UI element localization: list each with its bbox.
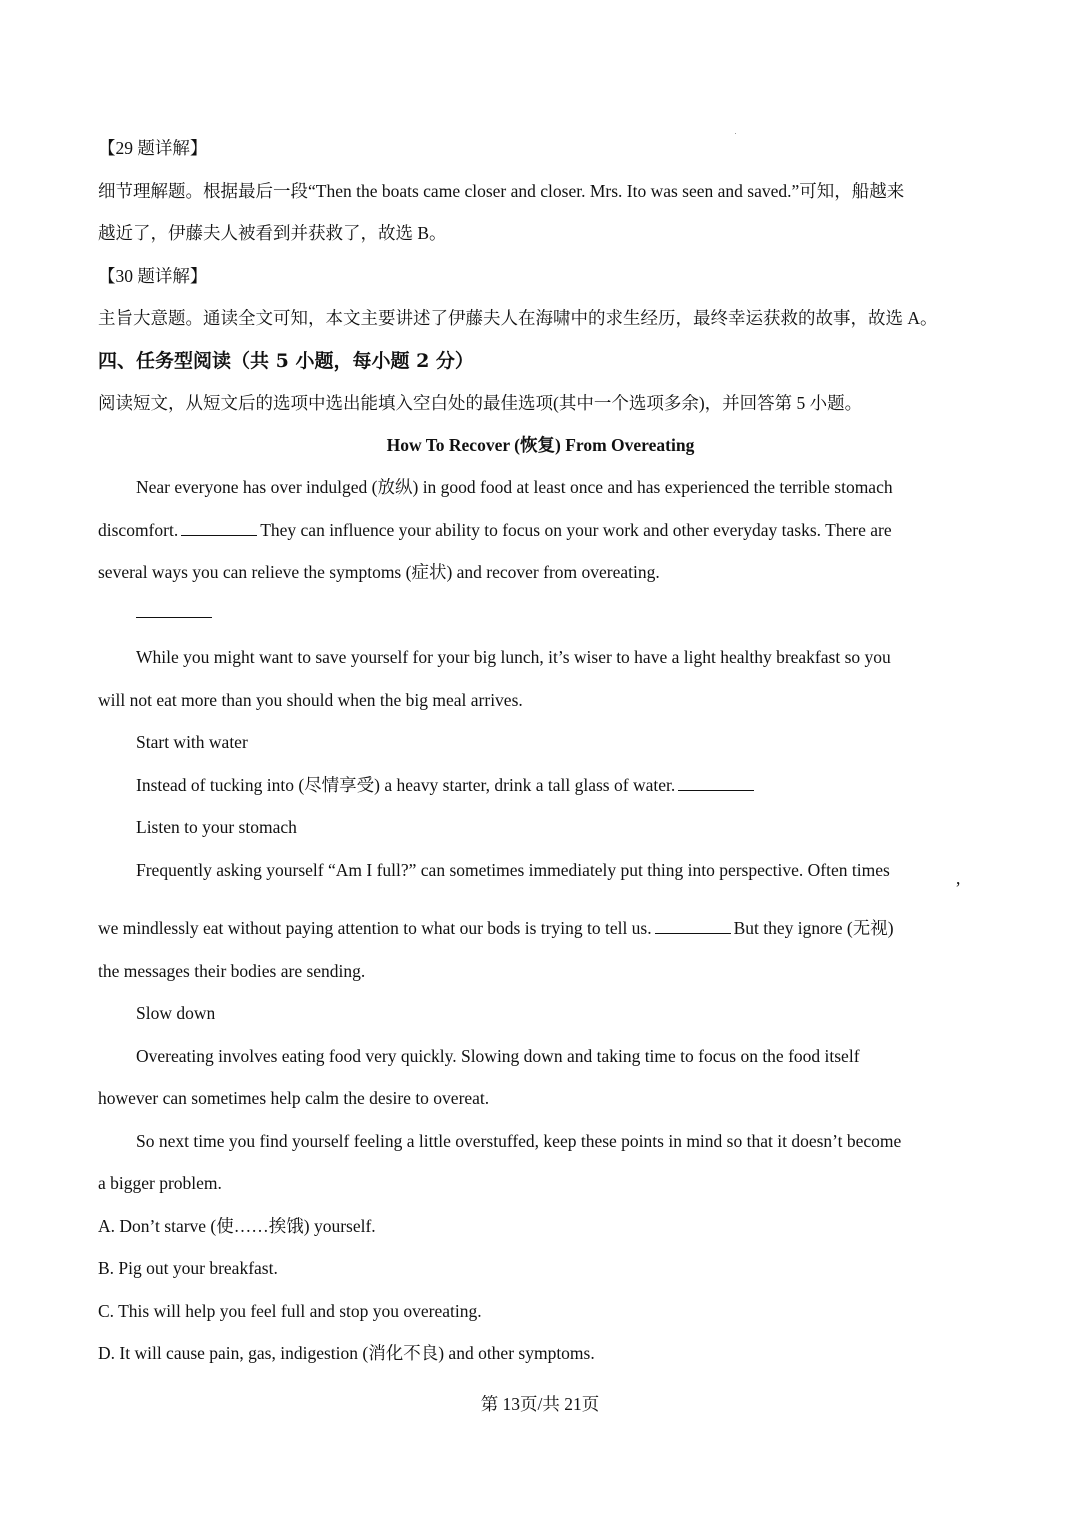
passage-p6-line-2: a bigger problem.	[98, 1173, 222, 1193]
option-a: A. Don’t starve (使……挨饿) yourself.	[98, 1215, 376, 1236]
raised-comma: ,	[956, 867, 961, 888]
subheading-start-with-water: Start with water	[136, 732, 248, 752]
p1-text-before-blank: discomfort.	[98, 519, 179, 540]
option-c: C. This will help you feel full and stop you overeating.	[98, 1300, 482, 1321]
answer-blank-1[interactable]	[181, 520, 257, 536]
passage-p6-line-1: So next time you find yourself feeling a little overstuffed, keep these points in mind so that it doesn’t become	[136, 1130, 902, 1151]
q30-explanation: 主旨大意题。通读全文可知，本文主要讲述了伊藤夫人在海啸中的求生经历，最终幸运获救的故事，故选 A。	[98, 308, 938, 328]
passage-p4-line-2	[98, 907, 983, 950]
subheading-listen-to-stomach: Listen to your stomach	[136, 817, 297, 837]
section-instruction: 阅读短文，从短文后的选项中选出能填入空白处的最佳选项(其中一个选项多余)，并回答第 5 小题。	[98, 392, 863, 413]
answer-blank-2[interactable]	[136, 602, 212, 618]
p4-text-before-blank: we mindlessly eat without paying attention to what our bods is trying to tell us.	[98, 918, 652, 938]
answer-blank-2-row	[98, 594, 983, 637]
passage-p2-line-1: While you might want to save yourself for your big lunch, it’s wiser to have a light healthy breakfast so you	[136, 647, 891, 667]
document-page	[98, 127, 983, 1375]
option-b: B. Pig out your breakfast.	[98, 1258, 278, 1278]
p3-text-before-blank: Instead of tucking into (尽情享受) a heavy starter, drink a tall glass of water.	[136, 774, 676, 795]
p4-line-1-text: Frequently asking yourself “Am I full?” can sometimes immediately put thing into perspective. Often times	[136, 859, 890, 880]
passage-p1-line-2	[98, 509, 983, 552]
passage-title: How To Recover (恢复) From Overeating	[386, 435, 695, 455]
page-number-footer: 第 13页/共 21页	[480, 1394, 600, 1414]
p4-text-after-blank: But they ignore (无视)	[733, 918, 894, 938]
q29-label: 【29 题详解】	[98, 138, 208, 158]
option-d: D. It will cause pain, gas, indigestion (消化不良) and other symptoms.	[98, 1343, 595, 1363]
q29-explanation-line-1: 细节理解题。根据最后一段“Then the boats came closer and closer. Mrs. Ito was seen and saved.”可知，船越来	[98, 180, 905, 201]
subheading-slow-down: Slow down	[136, 1003, 216, 1023]
passage-p5-line-2: however can sometimes help calm the desire to overeat.	[98, 1088, 490, 1108]
answer-blank-3[interactable]	[678, 775, 754, 791]
answer-blank-4[interactable]	[655, 918, 731, 934]
spacer	[98, 891, 983, 907]
passage-p2-line-2: will not eat more than you should when the big meal arrives.	[98, 689, 523, 710]
p1-text-after-blank: They can influence your ability to focus on your work and other everyday tasks. There are	[260, 519, 892, 540]
passage-p1-line-3: several ways you can relieve the symptoms (症状) and recover from overeating.	[98, 562, 660, 582]
section-heading: 四、任务型阅读（共 5 小题，每小题 2 分）	[98, 349, 474, 372]
passage-p5-line-1: Overeating involves eating food very quickly. Slowing down and taking time to focus on the food itself	[136, 1045, 860, 1066]
q30-label: 【30 题详解】	[98, 265, 208, 286]
passage-p4-line-3: the messages their bodies are sending.	[98, 960, 366, 981]
q29-explanation-line-2: 越近了，伊藤夫人被看到并获救了，故选 B。	[98, 223, 447, 243]
passage-p3	[98, 764, 983, 807]
passage-p1-line-1: Near everyone has over indulged (放纵) in good food at least once and has experienced the terrible stomach	[136, 477, 893, 497]
passage-p4-line-1	[98, 849, 983, 892]
